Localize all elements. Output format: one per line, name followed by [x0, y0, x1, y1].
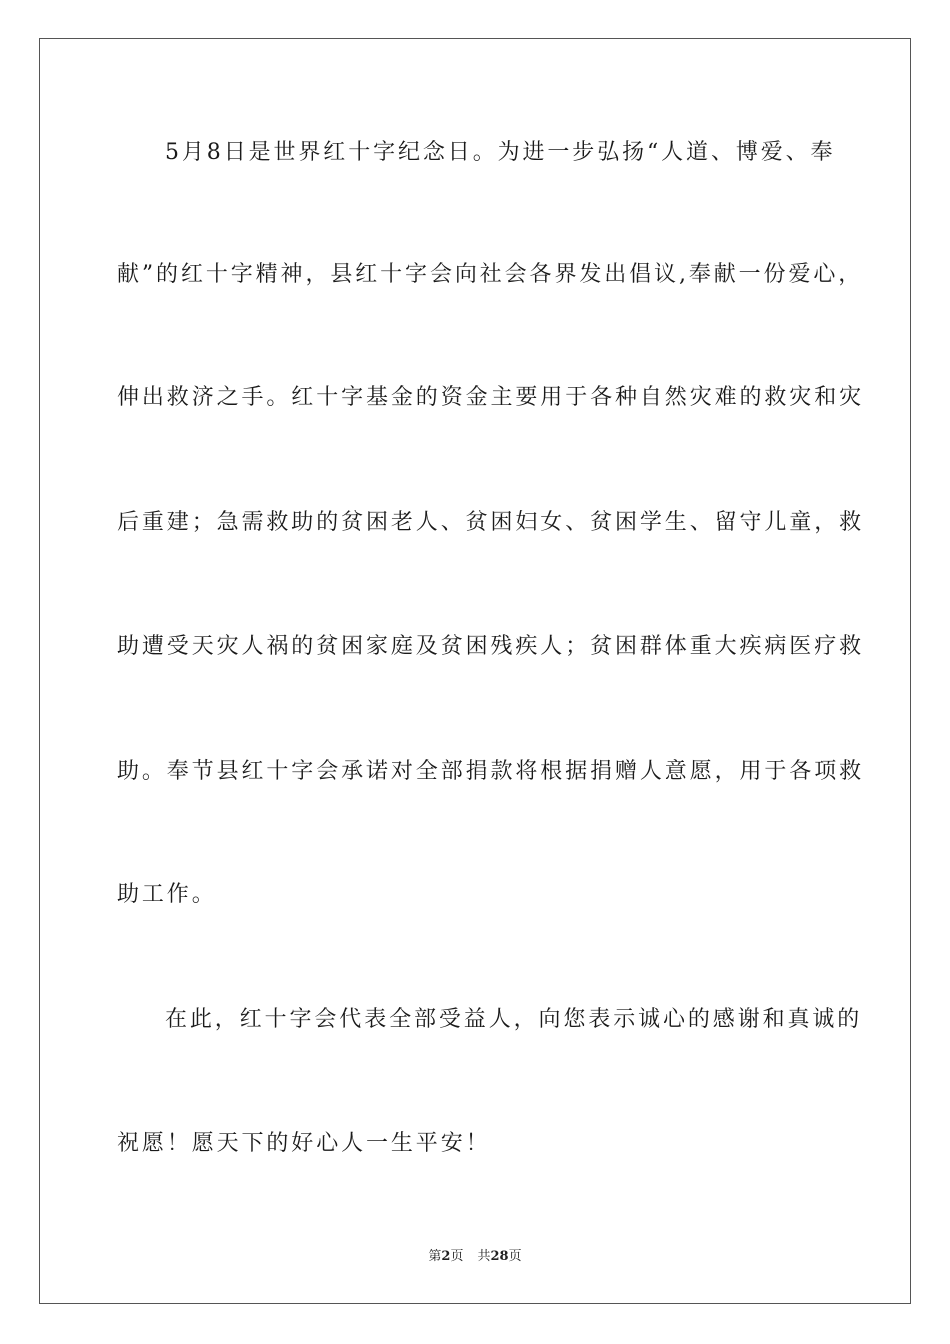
paragraph-1-line-3: 伸出救济之手。红十字基金的资金主要用于各种自然灾难的救灾和灾 [117, 385, 865, 410]
paragraph-1-line-2: 献”的红十字精神，县红十字会向社会各界发出倡议,奉献一份爱心， [117, 262, 864, 287]
footer-page-number: 2 [441, 1249, 451, 1264]
paragraph-1-line-6: 助。奉节县红十字会承诺对全部捐款将根据捐赠人意愿，用于各项救 [117, 759, 865, 784]
footer-total-prefix: 共 [477, 1249, 491, 1264]
paragraph-1-line-1: 5月8日是世界红十字纪念日。为进一步弘扬“人道、博爱、奉 [165, 140, 836, 165]
paragraph-1-line-7: 助工作。 [117, 882, 217, 907]
footer-total-suffix: 页 [508, 1249, 522, 1264]
page-footer [0, 1245, 950, 1264]
paragraph-1-line-4: 后重建；急需救助的贫困老人、贫困妇女、贫困学生、留守儿童，救 [117, 510, 865, 535]
footer-page-suffix: 页 [450, 1249, 464, 1264]
paragraph-2-line-1: 在此，红十字会代表全部受益人，向您表示诚心的感谢和真诚的 [165, 1007, 863, 1032]
page-frame [39, 38, 911, 1304]
footer-total-number: 28 [490, 1249, 509, 1264]
paragraph-1-line-5: 助遭受天灾人祸的贫困家庭及贫困残疾人；贫困群体重大疾病医疗救 [117, 634, 865, 659]
paragraph-2-line-2: 祝愿！愿天下的好心人一生平安！ [117, 1131, 491, 1156]
footer-page-prefix: 第 [428, 1249, 442, 1264]
